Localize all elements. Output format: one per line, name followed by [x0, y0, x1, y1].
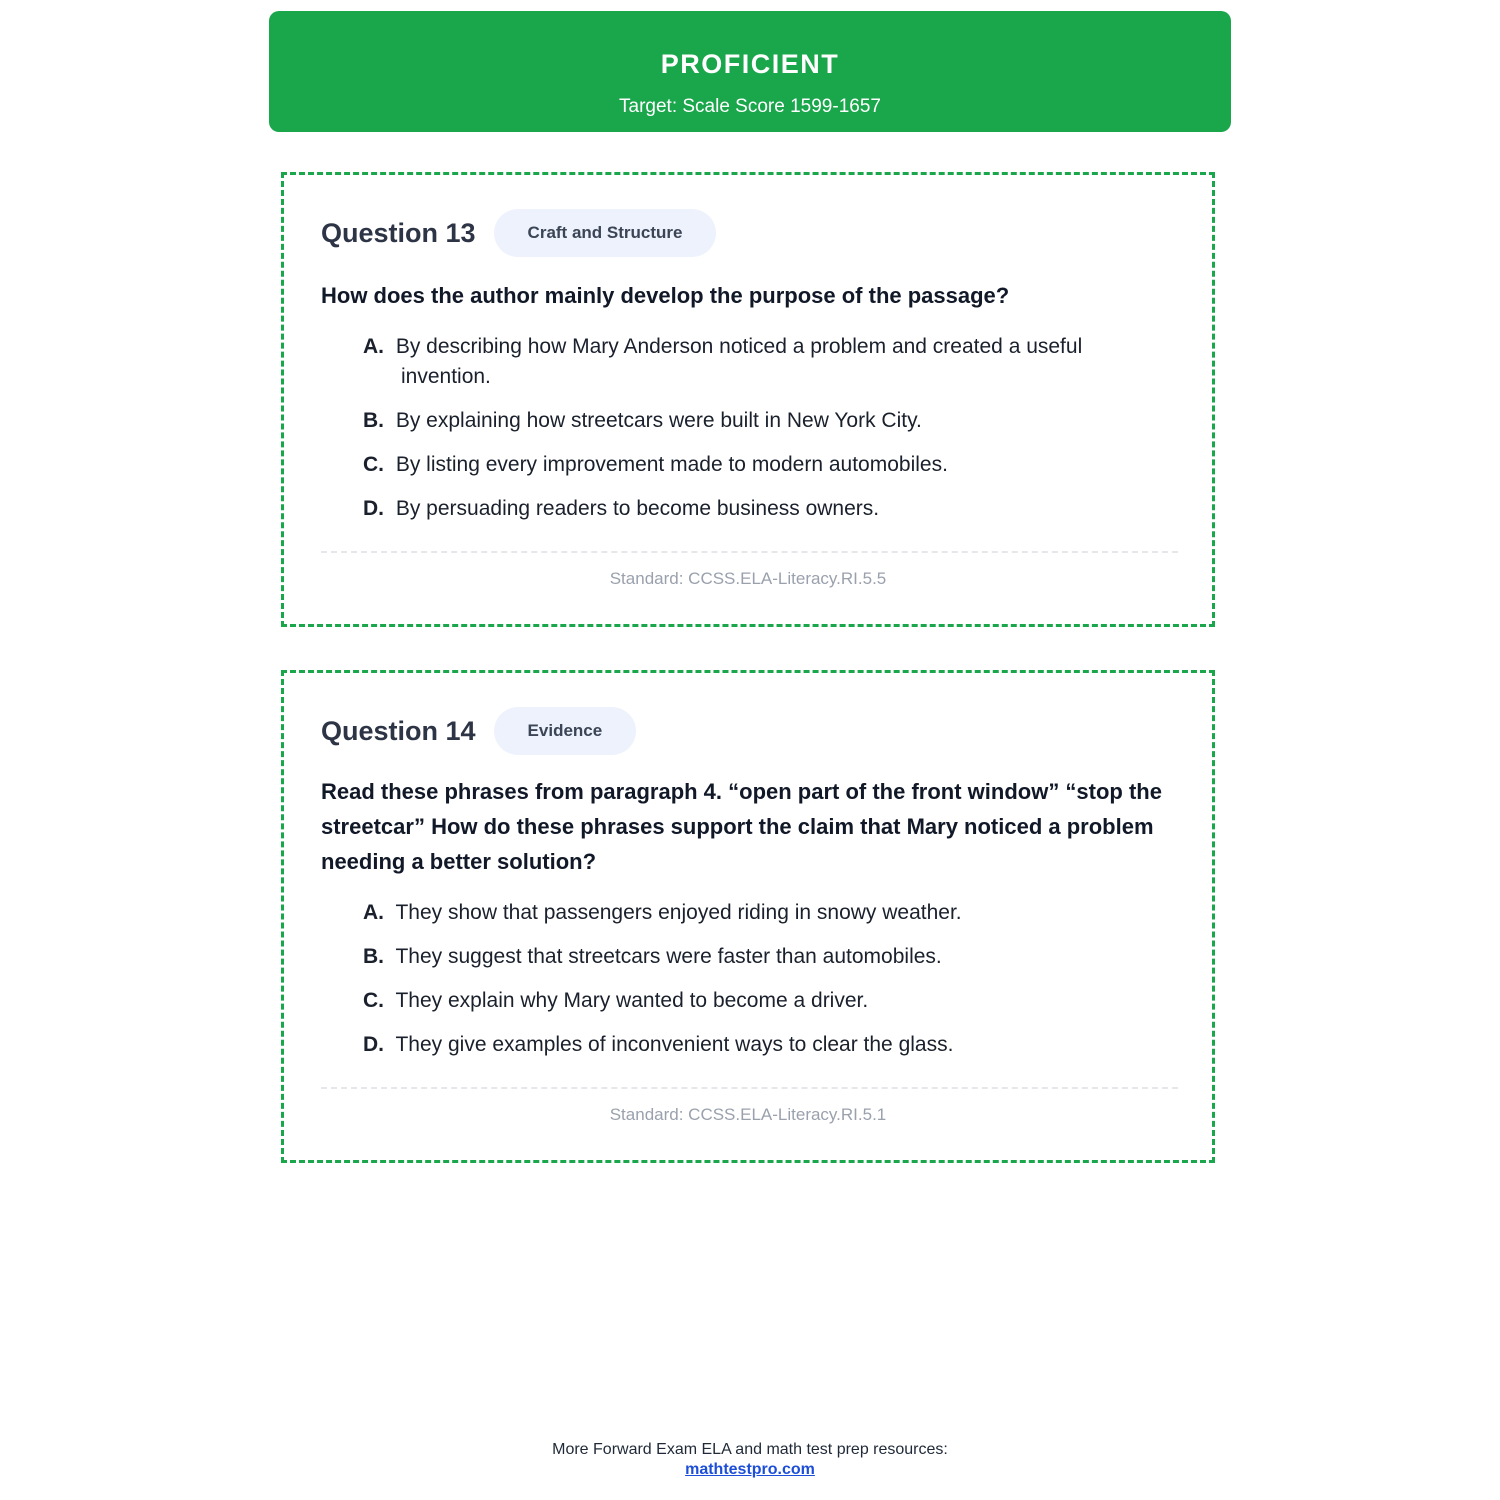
footer-link[interactable]: mathtestpro.com	[685, 1461, 815, 1478]
footer-text: More Forward Exam ELA and math test prep resources:	[552, 1441, 948, 1458]
category-badge: Evidence	[494, 707, 637, 755]
option-letter: B.	[363, 409, 384, 432]
answer-options	[363, 332, 1152, 538]
standard-label: Standard: CCSS.ELA-Literacy.RI.5.1	[609, 1105, 887, 1124]
option-text: By persuading readers to become business owners.	[395, 497, 880, 520]
level-banner	[269, 11, 1231, 132]
question-card	[281, 670, 1215, 1163]
option-text: They show that passengers enjoyed riding in snowy weather.	[395, 901, 962, 924]
answer-option-b[interactable]	[363, 942, 1152, 972]
option-letter: D.	[363, 1033, 384, 1056]
option-text: By explaining how streetcars were built in New York City.	[395, 409, 922, 432]
question-number: Question 14	[321, 715, 476, 746]
option-text: They suggest that streetcars were faster than automobiles.	[395, 945, 942, 968]
level-title: PROFICIENT	[660, 49, 840, 79]
target-score: Target: Scale Score 1599-1657	[619, 96, 881, 117]
option-letter: C.	[363, 989, 384, 1012]
option-text: By listing every improvement made to modern automobiles.	[395, 453, 948, 476]
answer-options	[363, 898, 1152, 1074]
category-badge: Craft and Structure	[494, 209, 717, 257]
option-letter: D.	[363, 497, 384, 520]
question-prompt: Read these phrases from paragraph 4. “open part of the front window” “stop the streetcar” How do these phrases support the claim that Mary noticed a problem needing a better solution?	[321, 779, 1162, 874]
answer-option-d[interactable]	[363, 494, 1152, 524]
question-header	[321, 707, 636, 755]
option-text: By describing how Mary Anderson noticed a problem and created a useful invention.	[395, 335, 1083, 388]
question-card	[281, 172, 1215, 627]
option-letter: A.	[363, 335, 384, 358]
answer-option-a[interactable]	[363, 898, 1152, 928]
option-letter: B.	[363, 945, 384, 968]
standard-label: Standard: CCSS.ELA-Literacy.RI.5.5	[609, 569, 887, 588]
divider	[321, 1087, 1178, 1089]
answer-option-d[interactable]	[363, 1030, 1152, 1060]
answer-option-a[interactable]	[363, 332, 1152, 392]
question-number: Question 13	[321, 217, 476, 248]
answer-option-b[interactable]	[363, 406, 1152, 436]
footer	[0, 1440, 1500, 1480]
answer-option-c[interactable]	[363, 986, 1152, 1016]
option-text: They explain why Mary wanted to become a driver.	[395, 989, 869, 1012]
question-header	[321, 209, 716, 257]
option-text: They give examples of inconvenient ways to clear the glass.	[395, 1033, 954, 1056]
option-letter: C.	[363, 453, 384, 476]
answer-option-c[interactable]	[363, 450, 1152, 480]
option-letter: A.	[363, 901, 384, 924]
divider	[321, 551, 1178, 553]
question-prompt: How does the author mainly develop the purpose of the passage?	[321, 283, 1010, 308]
